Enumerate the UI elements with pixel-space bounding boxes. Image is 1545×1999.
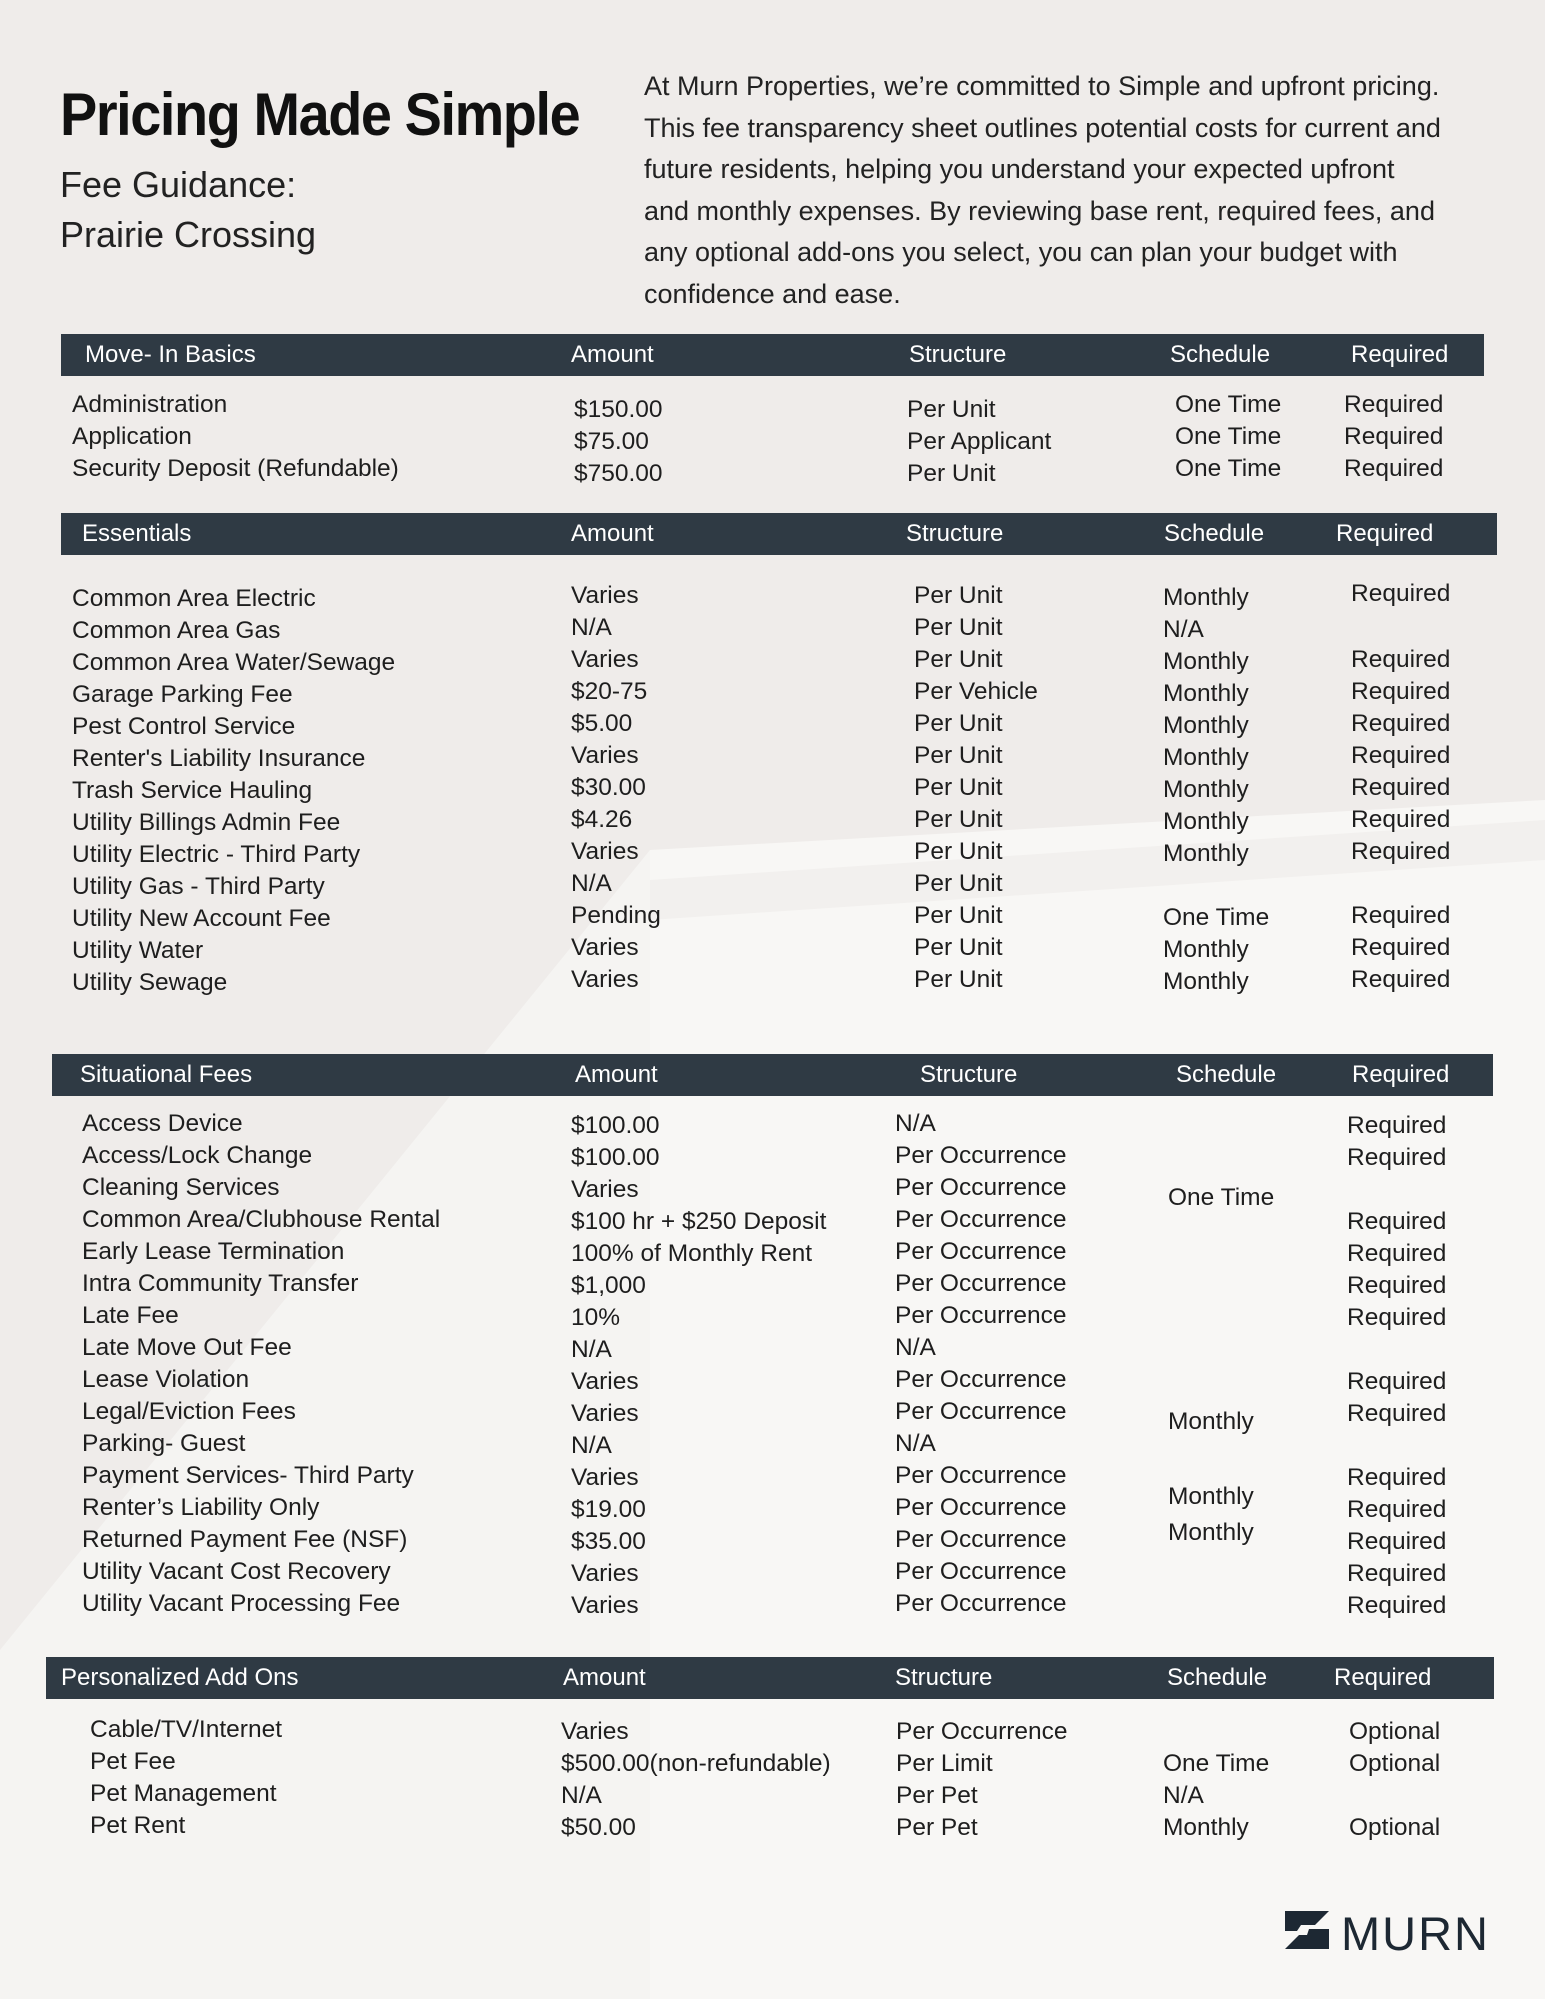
schedule-note-monthly: Monthly xyxy=(1168,1483,1254,1510)
fee-amount: $100 hr + $250 Deposit xyxy=(571,1208,827,1235)
fee-structure: Per Unit xyxy=(914,710,1003,737)
fee-schedule: Monthly xyxy=(1163,808,1249,835)
fee-required: Required xyxy=(1351,774,1451,801)
fee-structure: Per Occurrence xyxy=(895,1398,1067,1425)
fee-structure: Per Applicant xyxy=(907,428,1052,455)
fee-amount: $4.26 xyxy=(571,806,633,833)
fee-required: Required xyxy=(1347,1400,1447,1427)
fee-name: Common Area Gas xyxy=(72,617,281,644)
fee-required: Required xyxy=(1351,742,1451,769)
fee-name: Lease Violation xyxy=(82,1366,250,1393)
fee-name: Cleaning Services xyxy=(82,1174,280,1201)
fee-structure: Per Occurrence xyxy=(895,1174,1067,1201)
fee-amount: N/A xyxy=(561,1782,602,1809)
fee-amount: $1,000 xyxy=(571,1272,646,1299)
fee-name: Utility New Account Fee xyxy=(72,905,331,932)
fee-required: Required xyxy=(1344,423,1444,450)
fee-structure: Per Occurrence xyxy=(895,1558,1067,1585)
fee-structure: Per Unit xyxy=(914,870,1003,897)
fee-structure: Per Unit xyxy=(914,838,1003,865)
fee-structure: Per Unit xyxy=(907,460,996,487)
section-header-addons xyxy=(46,1657,1494,1699)
fee-amount: Varies xyxy=(571,1176,639,1203)
fee-required: Required xyxy=(1351,710,1451,737)
fee-schedule: One Time xyxy=(1163,904,1270,931)
fee-structure: Per Unit xyxy=(914,614,1003,641)
fee-structure: Per Unit xyxy=(907,396,996,423)
fee-amount: Varies xyxy=(571,582,639,609)
fee-structure: Per Unit xyxy=(914,582,1003,609)
fee-structure: Per Limit xyxy=(896,1750,993,1777)
fee-amount: Varies xyxy=(571,646,639,673)
fee-amount: $500.00(non-refundable) xyxy=(561,1750,831,1777)
fee-amount: $750.00 xyxy=(574,460,663,487)
fee-schedule: Monthly xyxy=(1163,968,1249,995)
fee-name: Access Device xyxy=(82,1110,243,1137)
page-title: Pricing Made Simple xyxy=(60,81,580,148)
page-subtitle xyxy=(60,160,316,260)
fee-amount: N/A xyxy=(571,1432,612,1459)
fee-schedule: Monthly xyxy=(1163,712,1249,739)
fee-structure: Per Unit xyxy=(914,774,1003,801)
fee-required: Required xyxy=(1351,580,1451,607)
fee-structure: Per Unit xyxy=(914,742,1003,769)
fee-required: Required xyxy=(1351,806,1451,833)
section-header-move-in xyxy=(61,334,1484,376)
fee-amount: $20-75 xyxy=(571,678,648,705)
fee-structure: Per Occurrence xyxy=(895,1494,1067,1521)
fee-name: Payment Services- Third Party xyxy=(82,1462,414,1489)
fee-name: Pet Fee xyxy=(90,1748,176,1775)
fee-name: Utility Water xyxy=(72,937,204,964)
fee-schedule: Monthly xyxy=(1163,936,1249,963)
fee-required: Required xyxy=(1347,1144,1447,1171)
fee-amount: Varies xyxy=(571,1400,639,1427)
schedule-note-monthly: Monthly xyxy=(1168,1519,1254,1546)
fee-amount: $100.00 xyxy=(571,1144,660,1171)
fee-structure: Per Unit xyxy=(914,966,1003,993)
fee-structure: N/A xyxy=(895,1334,936,1361)
fee-structure: Per Pet xyxy=(896,1814,978,1841)
fee-amount: $50.00 xyxy=(561,1814,636,1841)
fee-amount: $19.00 xyxy=(571,1496,646,1523)
section-title: Move- In Basics xyxy=(85,341,256,368)
fee-amount: N/A xyxy=(571,614,612,641)
fee-structure: Per Pet xyxy=(896,1782,978,1809)
fee-structure: Per Occurrence xyxy=(895,1462,1067,1489)
fee-schedule: Monthly xyxy=(1163,584,1249,611)
fee-structure: Per Unit xyxy=(914,934,1003,961)
fee-required: Required xyxy=(1347,1208,1447,1235)
fee-name: Common Area Water/Sewage xyxy=(72,649,396,676)
fee-required: Required xyxy=(1344,391,1444,418)
fee-required: Required xyxy=(1351,838,1451,865)
fee-required: Required xyxy=(1347,1496,1447,1523)
fee-name: Utility Vacant Processing Fee xyxy=(82,1590,401,1617)
fee-name: Returned Payment Fee (NSF) xyxy=(82,1526,408,1553)
fee-name: Utility Sewage xyxy=(72,969,228,996)
col-amount-header: Amount xyxy=(571,520,654,547)
col-required-header: Required xyxy=(1352,1061,1450,1088)
fee-schedule: One Time xyxy=(1175,391,1282,418)
fee-required: Optional xyxy=(1349,1718,1441,1745)
section-title: Essentials xyxy=(82,520,192,547)
fee-name: Utility Electric - Third Party xyxy=(72,841,361,868)
fee-name: Late Fee xyxy=(82,1302,179,1329)
fee-required: Required xyxy=(1347,1528,1447,1555)
fee-name: Early Lease Termination xyxy=(82,1238,345,1265)
fee-structure: Per Unit xyxy=(914,902,1003,929)
col-amount-header: Amount xyxy=(563,1664,646,1691)
fee-name: Legal/Eviction Fees xyxy=(82,1398,296,1425)
fee-name: Application xyxy=(72,423,192,450)
fee-required: Optional xyxy=(1349,1750,1441,1777)
col-schedule-header: Schedule xyxy=(1167,1664,1268,1691)
fee-required: Required xyxy=(1347,1112,1447,1139)
fee-structure: N/A xyxy=(895,1110,936,1137)
col-required-header: Required xyxy=(1334,1664,1432,1691)
fee-structure: Per Occurrence xyxy=(895,1206,1067,1233)
fee-amount: Varies xyxy=(571,934,639,961)
fee-amount: N/A xyxy=(571,1336,612,1363)
fee-amount: Varies xyxy=(571,1560,639,1587)
col-schedule-header: Schedule xyxy=(1170,341,1271,368)
fee-amount: Varies xyxy=(571,1464,639,1491)
fee-name: Administration xyxy=(72,391,228,418)
murn-logo-mark-icon xyxy=(1285,1911,1329,1949)
fee-name: Utility Vacant Cost Recovery xyxy=(82,1558,391,1585)
fee-schedule: Monthly xyxy=(1163,840,1249,867)
subtitle-line-1: Fee Guidance: xyxy=(60,164,297,205)
fee-name: Common Area Electric xyxy=(72,585,316,612)
fee-name: Utility Gas - Third Party xyxy=(72,873,325,900)
fee-amount: Varies xyxy=(571,966,639,993)
fee-amount: $75.00 xyxy=(574,428,649,455)
fee-schedule: Monthly xyxy=(1163,648,1249,675)
fee-required: Required xyxy=(1347,1592,1447,1619)
fee-amount: Pending xyxy=(571,902,661,929)
fee-amount: 100% of Monthly Rent xyxy=(571,1240,813,1267)
fee-name: Late Move Out Fee xyxy=(82,1334,292,1361)
fee-name: Common Area/Clubhouse Rental xyxy=(82,1206,441,1233)
fee-structure: Per Occurrence xyxy=(895,1142,1067,1169)
fee-schedule: N/A xyxy=(1163,616,1204,643)
section-title: Situational Fees xyxy=(80,1061,253,1088)
col-required-header: Required xyxy=(1336,520,1434,547)
fee-required: Required xyxy=(1347,1560,1447,1587)
fee-required: Required xyxy=(1351,966,1451,993)
fee-structure: Per Occurrence xyxy=(895,1302,1067,1329)
logo-wordmark: MURN xyxy=(1341,1907,1490,1960)
col-schedule-header: Schedule xyxy=(1164,520,1265,547)
fee-amount: N/A xyxy=(571,870,612,897)
fee-schedule: Monthly xyxy=(1163,744,1249,771)
section-header-situational xyxy=(52,1054,1493,1096)
fee-amount: Varies xyxy=(571,838,639,865)
fee-name: Garage Parking Fee xyxy=(72,681,293,708)
fee-amount: 10% xyxy=(571,1304,621,1331)
fee-amount: $30.00 xyxy=(571,774,646,801)
fee-name: Intra Community Transfer xyxy=(82,1270,359,1297)
fee-amount: $150.00 xyxy=(574,396,663,423)
fee-name: Security Deposit (Refundable) xyxy=(72,455,399,482)
section-header-essentials xyxy=(61,513,1497,555)
col-structure-header: Structure xyxy=(906,520,1004,547)
subtitle-line-2: Prairie Crossing xyxy=(60,214,317,255)
col-required-header: Required xyxy=(1351,341,1449,368)
fee-name: Renter’s Liability Only xyxy=(82,1494,320,1521)
fee-structure: N/A xyxy=(895,1430,936,1457)
fee-schedule: Monthly xyxy=(1163,680,1249,707)
schedule-note-monthly: Monthly xyxy=(1168,1408,1254,1435)
fee-structure: Per Occurrence xyxy=(895,1270,1067,1297)
fee-schedule: One Time xyxy=(1175,423,1282,450)
fee-name: Utility Billings Admin Fee xyxy=(72,809,341,836)
fee-structure: Per Unit xyxy=(914,646,1003,673)
schedule-note-one-time: One Time xyxy=(1168,1184,1275,1211)
col-amount-header: Amount xyxy=(571,341,654,368)
fee-required: Required xyxy=(1351,678,1451,705)
col-structure-header: Structure xyxy=(920,1061,1018,1088)
fee-required: Required xyxy=(1347,1240,1447,1267)
fee-schedule: Monthly xyxy=(1163,776,1249,803)
section-title: Personalized Add Ons xyxy=(61,1664,299,1691)
fee-amount: $5.00 xyxy=(571,710,633,737)
fee-schedule: Monthly xyxy=(1163,1814,1249,1841)
fee-name: Cable/TV/Internet xyxy=(90,1716,283,1743)
fee-schedule: One Time xyxy=(1163,1750,1270,1777)
fee-name: Pet Rent xyxy=(90,1812,186,1839)
fee-structure: Per Unit xyxy=(914,806,1003,833)
fee-structure: Per Occurrence xyxy=(895,1526,1067,1553)
fee-amount: $35.00 xyxy=(571,1528,646,1555)
fee-required: Required xyxy=(1344,455,1444,482)
fee-amount: Varies xyxy=(571,742,639,769)
fee-structure: Per Vehicle xyxy=(914,678,1038,705)
fee-required: Required xyxy=(1351,646,1451,673)
fee-amount: $100.00 xyxy=(571,1112,660,1139)
fee-required: Required xyxy=(1347,1272,1447,1299)
fee-required: Optional xyxy=(1349,1814,1441,1841)
fee-required: Required xyxy=(1351,934,1451,961)
fee-required: Required xyxy=(1347,1304,1447,1331)
fee-schedule: One Time xyxy=(1175,455,1282,482)
fee-name: Pest Control Service xyxy=(72,713,296,740)
fee-structure: Per Occurrence xyxy=(895,1366,1067,1393)
fee-schedule: N/A xyxy=(1163,1782,1204,1809)
fee-structure: Per Occurrence xyxy=(896,1718,1068,1745)
fee-required: Required xyxy=(1351,902,1451,929)
fee-amount: Varies xyxy=(571,1368,639,1395)
col-structure-header: Structure xyxy=(895,1664,993,1691)
col-amount-header: Amount xyxy=(575,1061,658,1088)
fee-amount: Varies xyxy=(571,1592,639,1619)
fee-name: Pet Management xyxy=(90,1780,277,1807)
fee-name: Trash Service Hauling xyxy=(72,777,313,804)
fee-name: Parking- Guest xyxy=(82,1430,246,1457)
fee-required: Required xyxy=(1347,1464,1447,1491)
fee-amount: Varies xyxy=(561,1718,629,1745)
col-schedule-header: Schedule xyxy=(1176,1061,1277,1088)
fee-required: Required xyxy=(1347,1368,1447,1395)
fee-structure: Per Occurrence xyxy=(895,1238,1067,1265)
intro-paragraph: At Murn Properties, we’re committed to Simple and upfront pricing. This fee transparency sheet outlines potential costs for current and future residents, helping you understand your expected upfront and monthly expenses. By reviewing base rent, required fees, and any optional add-ons you select, you can plan your budget with confidence and ease. xyxy=(644,71,1441,309)
fee-name: Renter's Liability Insurance xyxy=(72,745,366,772)
fee-name: Access/Lock Change xyxy=(82,1142,313,1169)
col-structure-header: Structure xyxy=(909,341,1007,368)
fee-structure: Per Occurrence xyxy=(895,1590,1067,1617)
